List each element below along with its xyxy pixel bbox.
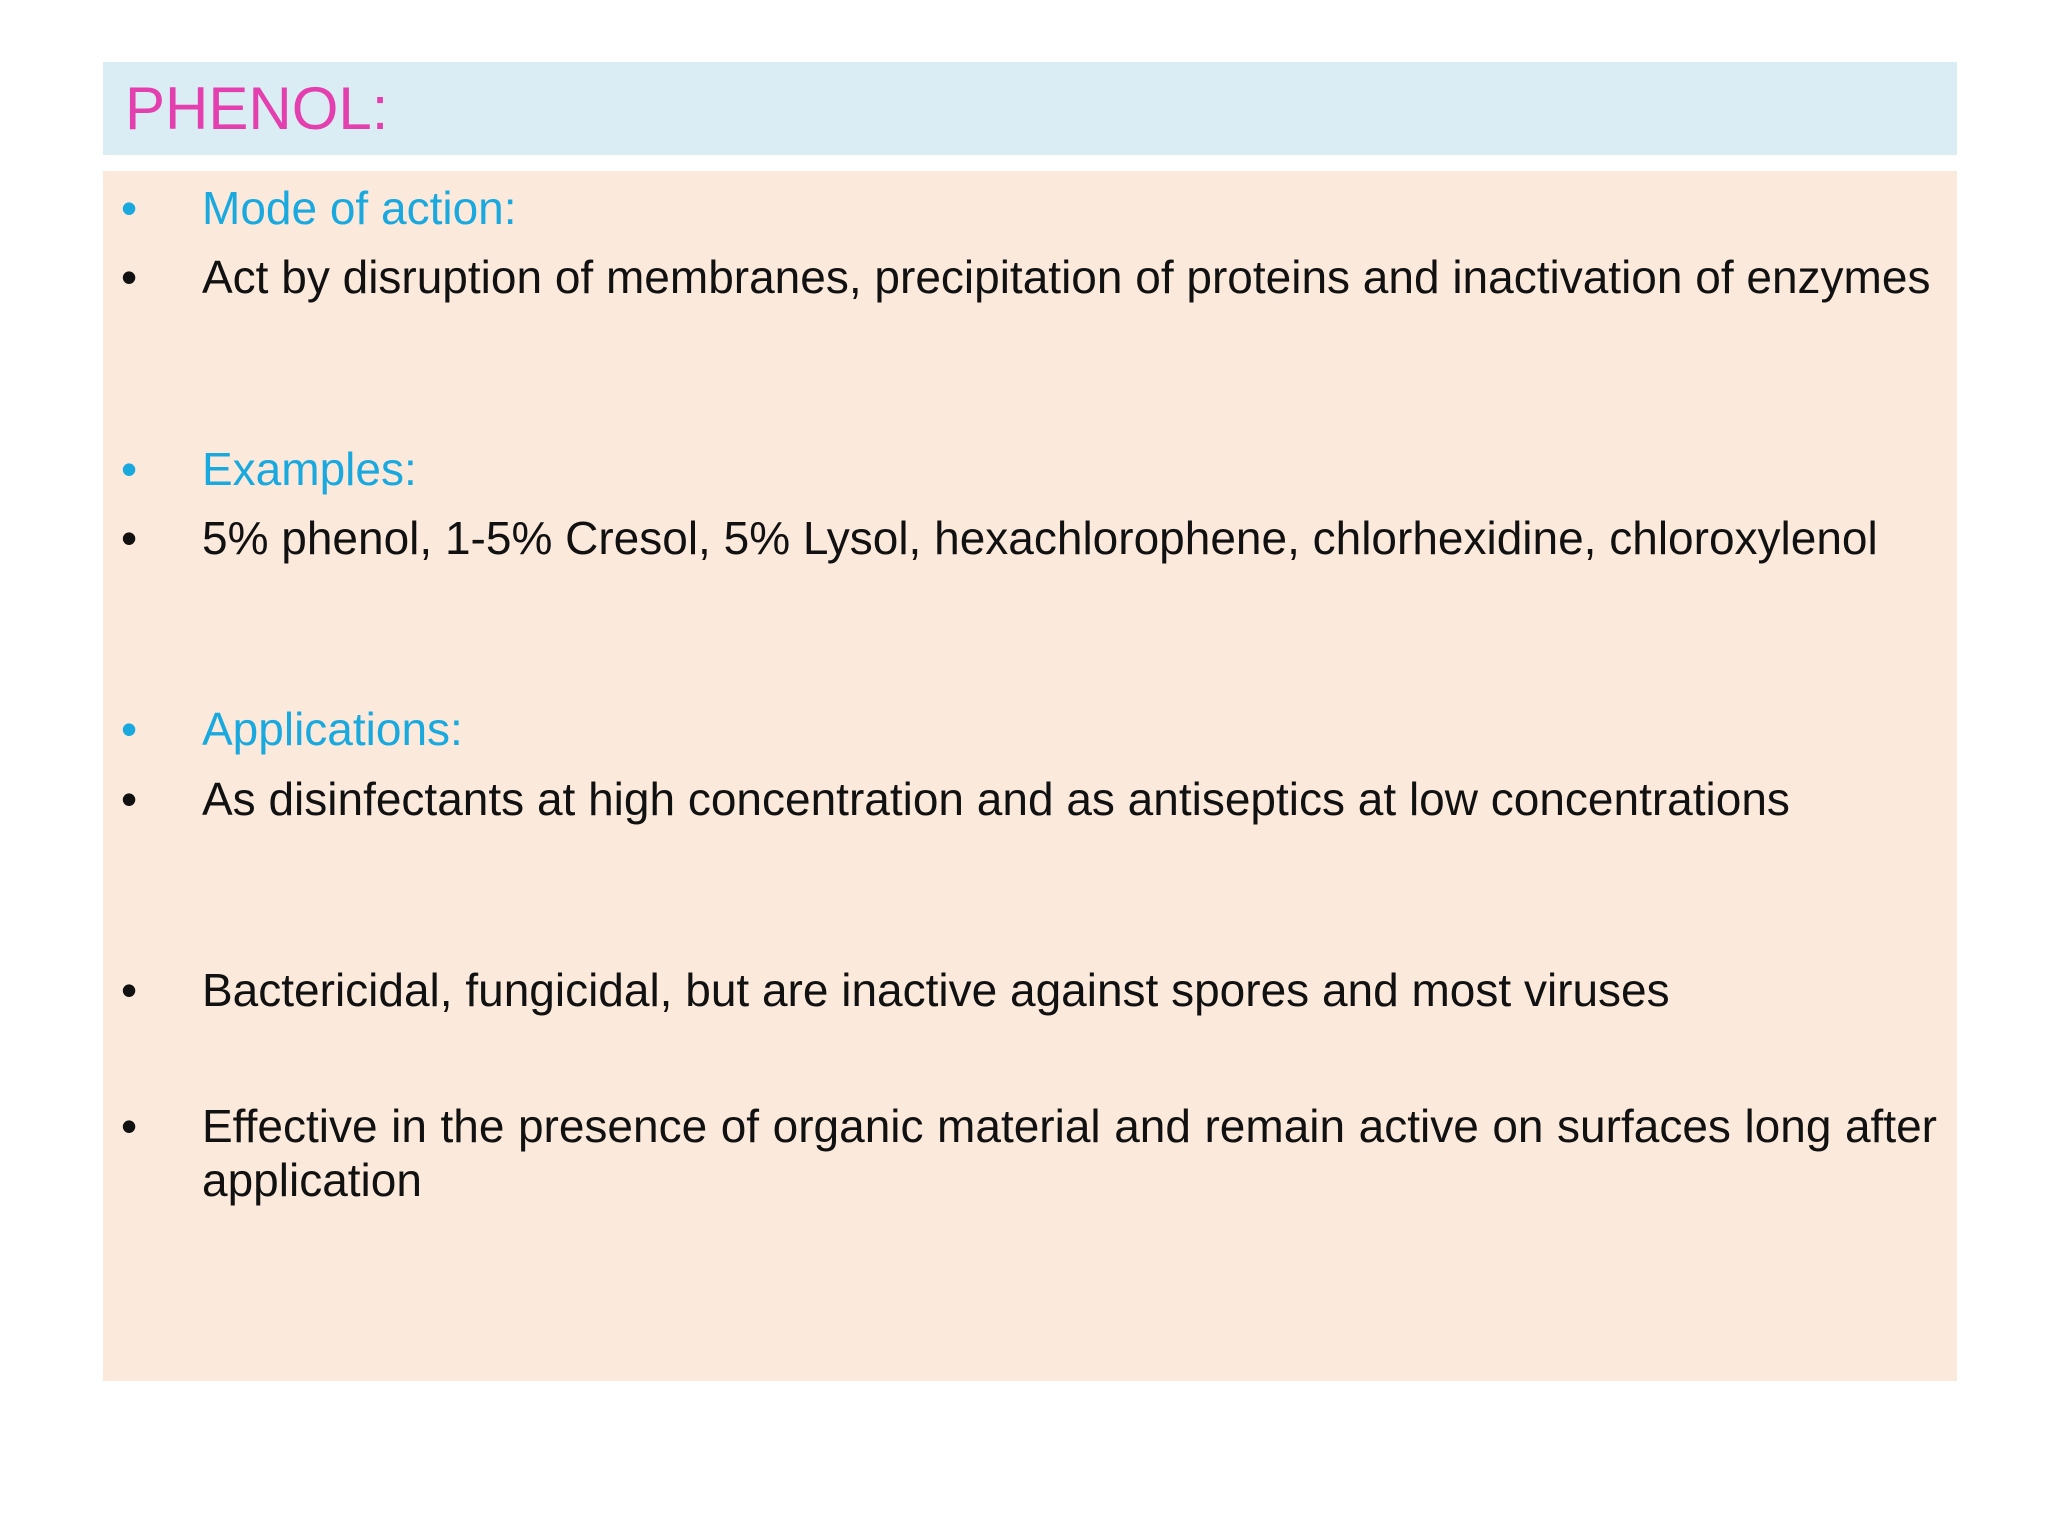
title-bar	[103, 62, 1957, 155]
bullet-text: Act by disruption of membranes, precipitation of proteins and inactivation of enzymes	[202, 251, 1931, 303]
bullet-dot-icon: •	[121, 773, 138, 825]
slide-title: PHENOL:	[125, 74, 389, 142]
bullet-dot-icon: •	[121, 443, 138, 495]
bullet-dot-icon: •	[121, 251, 138, 303]
bullet-text: Applications:	[202, 703, 463, 755]
content-box	[103, 171, 1957, 1381]
bullet-dot-icon: •	[121, 964, 138, 1016]
bullet-text: Bactericidal, fungicidal, but are inactive against spores and most viruses	[202, 964, 1670, 1016]
bullet-text: Effective in the presence of organic material and remain active on surfaces long after application	[202, 1100, 1937, 1206]
bullet-text: As disinfectants at high concentration and as antiseptics at low concentrations	[202, 773, 1790, 825]
bullet-text: Examples:	[202, 443, 417, 495]
bullet-dot-icon: •	[121, 1100, 138, 1152]
bullet-text: 5% phenol, 1-5% Cresol, 5% Lysol, hexachlorophene, chlorhexidine, chloroxylenol	[202, 512, 1878, 564]
bullet-text: Mode of action:	[202, 182, 517, 234]
bullet-dot-icon: •	[121, 512, 138, 564]
bullet-dot-icon: •	[121, 182, 138, 234]
bullet-dot-icon: •	[121, 703, 138, 755]
